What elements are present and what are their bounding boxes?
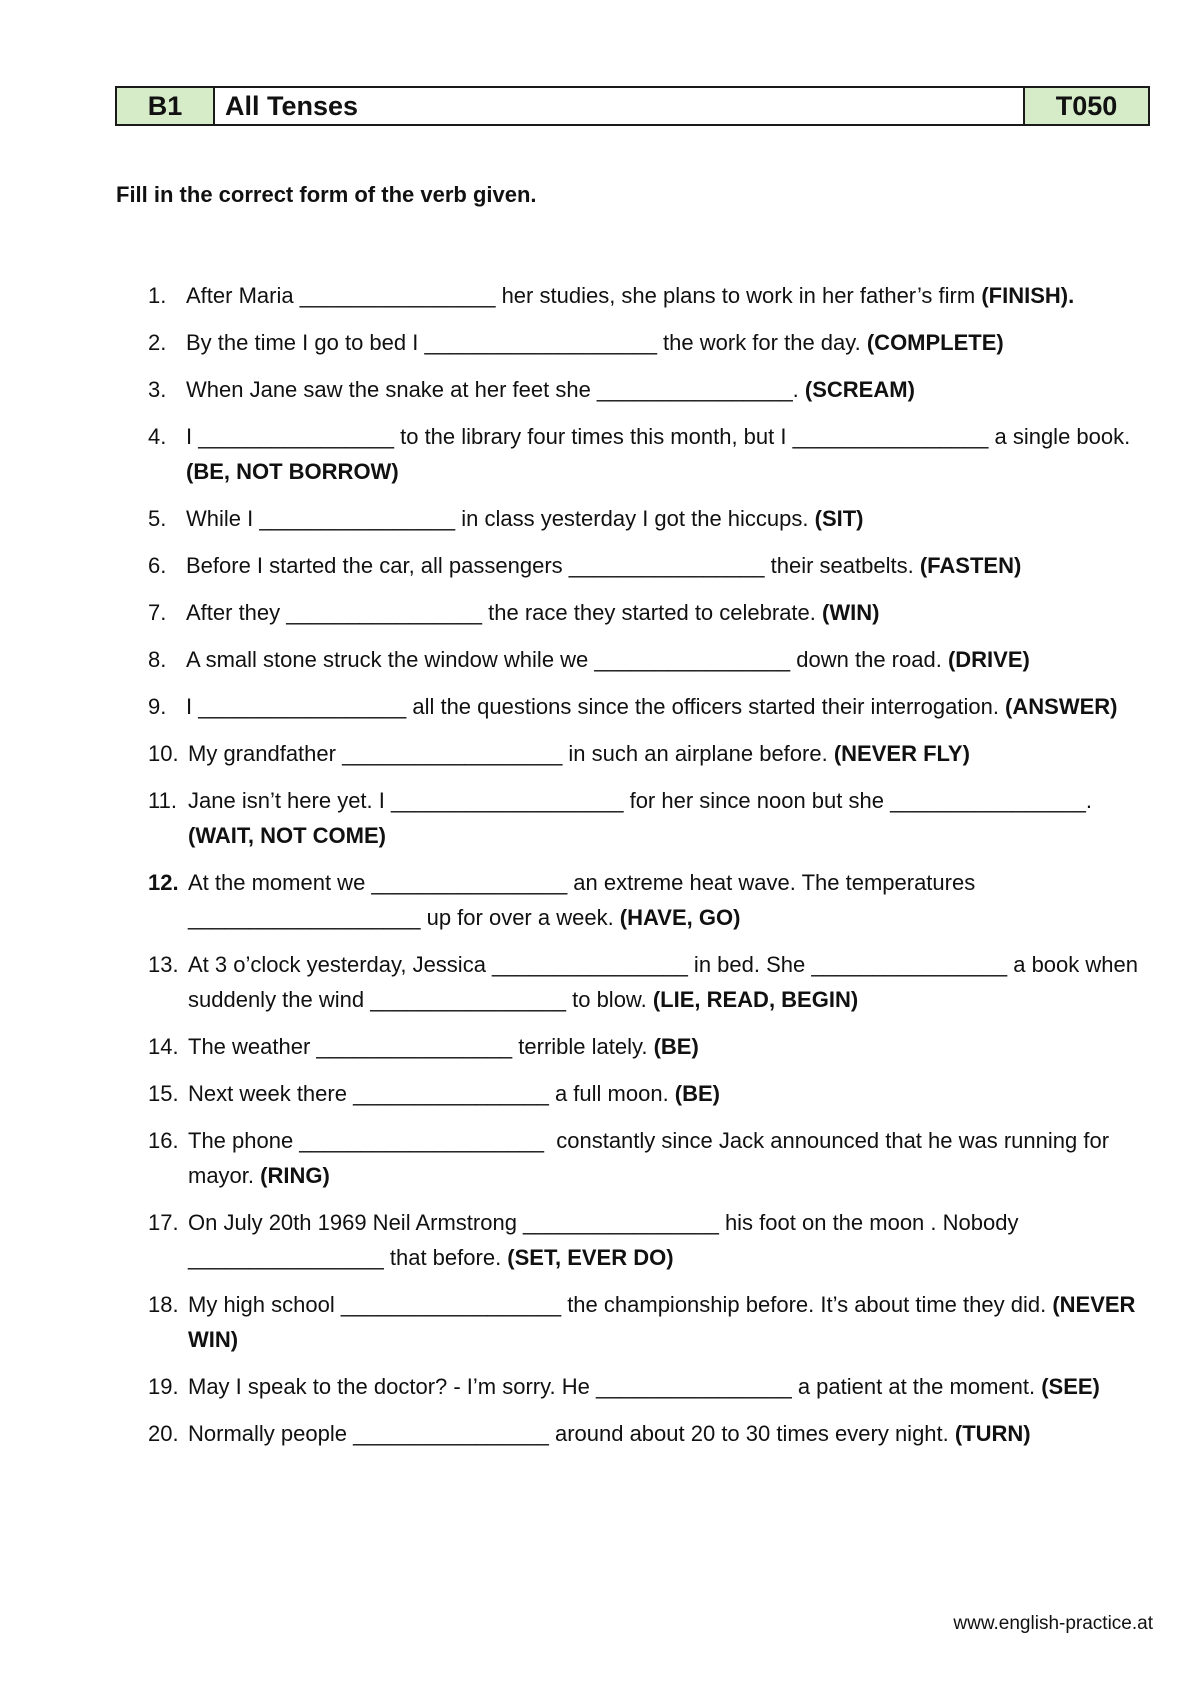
item-number: 4. [148, 424, 167, 449]
item-text [188, 736, 1158, 771]
item-text [186, 548, 1158, 583]
item-number: 10. [148, 741, 179, 766]
item-text [188, 1123, 1158, 1193]
verb-cue: (SEE) [1041, 1374, 1100, 1399]
item-text [188, 947, 1158, 1017]
item-sentence: On July 20th 1969 Neil Armstrong ________________ his foot on the moon . Nobody ________________ that before. [188, 1210, 1025, 1270]
instruction: Fill in the correct form of the verb given. [116, 182, 537, 207]
item-sentence: May I speak to the doctor? - I’m sorry. He ________________ a patient at the moment. [188, 1374, 1042, 1399]
exercise-item-10 [148, 736, 1158, 771]
exercise-item-16 [148, 1123, 1158, 1193]
item-number: 5. [148, 506, 167, 531]
item-text [188, 1205, 1158, 1275]
item-text [188, 1029, 1158, 1064]
exercise-item-19 [148, 1369, 1158, 1404]
verb-cue: (BE) [674, 1081, 721, 1106]
item-text [186, 325, 1158, 360]
verb-cue: (WAIT, NOT COME) [188, 823, 386, 848]
item-sentence: While I ________________ in class yesterday I got the hiccups. [186, 506, 815, 531]
item-text [186, 689, 1158, 724]
exercise-item-12 [148, 865, 1158, 935]
worksheet-header [115, 86, 1150, 126]
exercise-item-9 [148, 689, 1158, 724]
level-badge: B1 [117, 88, 215, 124]
verb-cue: (SIT) [814, 506, 864, 531]
item-sentence: After they ________________ the race they started to celebrate. [186, 600, 823, 625]
exercise-list [148, 278, 1158, 1463]
item-number: 9. [148, 694, 167, 719]
item-text [186, 642, 1158, 677]
exercise-item-1 [148, 278, 1158, 313]
item-text [186, 372, 1158, 407]
item-sentence: Next week there ________________ a full moon. [188, 1081, 675, 1106]
verb-cue: (NEVER FLY) [833, 741, 970, 766]
exercise-item-11 [148, 783, 1158, 853]
exercise-item-4 [148, 419, 1158, 489]
item-sentence: A small stone struck the window while we ________________ down the road. [186, 647, 948, 672]
website-footer: www.english-practice.at [953, 1613, 1153, 1634]
item-sentence: When Jane saw the snake at her feet she ________________. [186, 377, 805, 402]
exercise-item-6 [148, 548, 1158, 583]
exercise-item-15 [148, 1076, 1158, 1111]
item-number: 3. [148, 377, 167, 402]
item-number: 13. [148, 952, 179, 977]
verb-cue: (SET, EVER DO) [507, 1245, 674, 1270]
verb-cue: (NEVER WIN) [188, 1292, 1142, 1352]
exercise-item-18 [148, 1287, 1158, 1357]
item-sentence: After Maria ________________ her studies, she plans to work in her father’s firm [186, 283, 982, 308]
item-sentence: My grandfather __________________ in such an airplane before. [188, 741, 834, 766]
item-text [186, 595, 1158, 630]
item-text [188, 1369, 1158, 1404]
item-sentence: I _________________ all the questions since the officers started their interrogation. [186, 694, 1006, 719]
item-text [188, 1416, 1158, 1451]
item-sentence: Before I started the car, all passengers ________________ their seatbelts. [186, 553, 920, 578]
verb-cue: (COMPLETE) [866, 330, 1004, 355]
verb-cue: (WIN) [822, 600, 880, 625]
verb-cue: (BE) [653, 1034, 699, 1059]
item-number: 8. [148, 647, 167, 672]
verb-cue: (FINISH). [981, 283, 1075, 308]
item-sentence: My high school __________________ the championship before. It’s about time they did. [188, 1292, 1053, 1317]
exercise-item-2 [148, 325, 1158, 360]
item-text [188, 1076, 1158, 1111]
verb-cue: (TURN) [954, 1421, 1031, 1446]
verb-cue: (RING) [260, 1163, 330, 1188]
exercise-item-13 [148, 947, 1158, 1017]
item-number: 19. [148, 1374, 179, 1399]
item-sentence: Normally people ________________ around about 20 to 30 times every night. [188, 1421, 955, 1446]
item-text [188, 865, 1158, 935]
item-sentence: The phone ____________________ constantly since Jack announced that he was running for mayor. [188, 1128, 1116, 1188]
item-text [186, 419, 1158, 489]
exercise-item-7 [148, 595, 1158, 630]
exercise-item-14 [148, 1029, 1158, 1064]
verb-cue: (LIE, READ, BEGIN) [652, 987, 859, 1012]
item-number: 7. [148, 600, 167, 625]
exercise-item-8 [148, 642, 1158, 677]
item-number: 17. [148, 1210, 179, 1235]
verb-cue: (HAVE, GO) [619, 905, 741, 930]
verb-cue: (DRIVE) [947, 647, 1030, 672]
item-sentence: At 3 o’clock yesterday, Jessica ________________ in bed. She ________________ a book when suddenly the wind ________________ to blow. [188, 952, 1145, 1012]
item-sentence: The weather ________________ terrible lately. [188, 1034, 654, 1059]
item-number: 18. [148, 1292, 179, 1317]
item-sentence: I ________________ to the library four times this month, but I ________________ a single book. [186, 424, 1137, 449]
item-text [186, 278, 1158, 313]
exercise-item-17 [148, 1205, 1158, 1275]
exercise-item-3 [148, 372, 1158, 407]
item-sentence: Jane isn’t here yet. I ___________________ for her since noon but she ________________. [188, 788, 1099, 813]
item-number: 12. [148, 870, 179, 895]
exercise-item-5 [148, 501, 1158, 536]
item-sentence: At the moment we ________________ an extreme heat wave. The temperatures ___________________ up for over a week. [188, 870, 982, 930]
item-number: 1. [148, 283, 167, 308]
exercise-item-20 [148, 1416, 1158, 1451]
item-number: 16. [148, 1128, 179, 1153]
verb-cue: (SCREAM) [804, 377, 915, 402]
item-number: 6. [148, 553, 167, 578]
item-number: 20. [148, 1421, 179, 1446]
item-text [188, 1287, 1158, 1357]
verb-cue: (ANSWER) [1005, 694, 1118, 719]
worksheet-title: All Tenses [215, 88, 1023, 124]
item-number: 11. [148, 788, 177, 813]
item-number: 2. [148, 330, 167, 355]
item-text [188, 783, 1158, 853]
worksheet-code: T050 [1023, 88, 1148, 124]
item-text [186, 501, 1158, 536]
verb-cue: (FASTEN) [919, 553, 1022, 578]
item-sentence: By the time I go to bed I ___________________ the work for the day. [186, 330, 867, 355]
item-number: 14. [148, 1034, 179, 1059]
item-number: 15. [148, 1081, 179, 1106]
verb-cue: (BE, NOT BORROW) [186, 459, 399, 484]
